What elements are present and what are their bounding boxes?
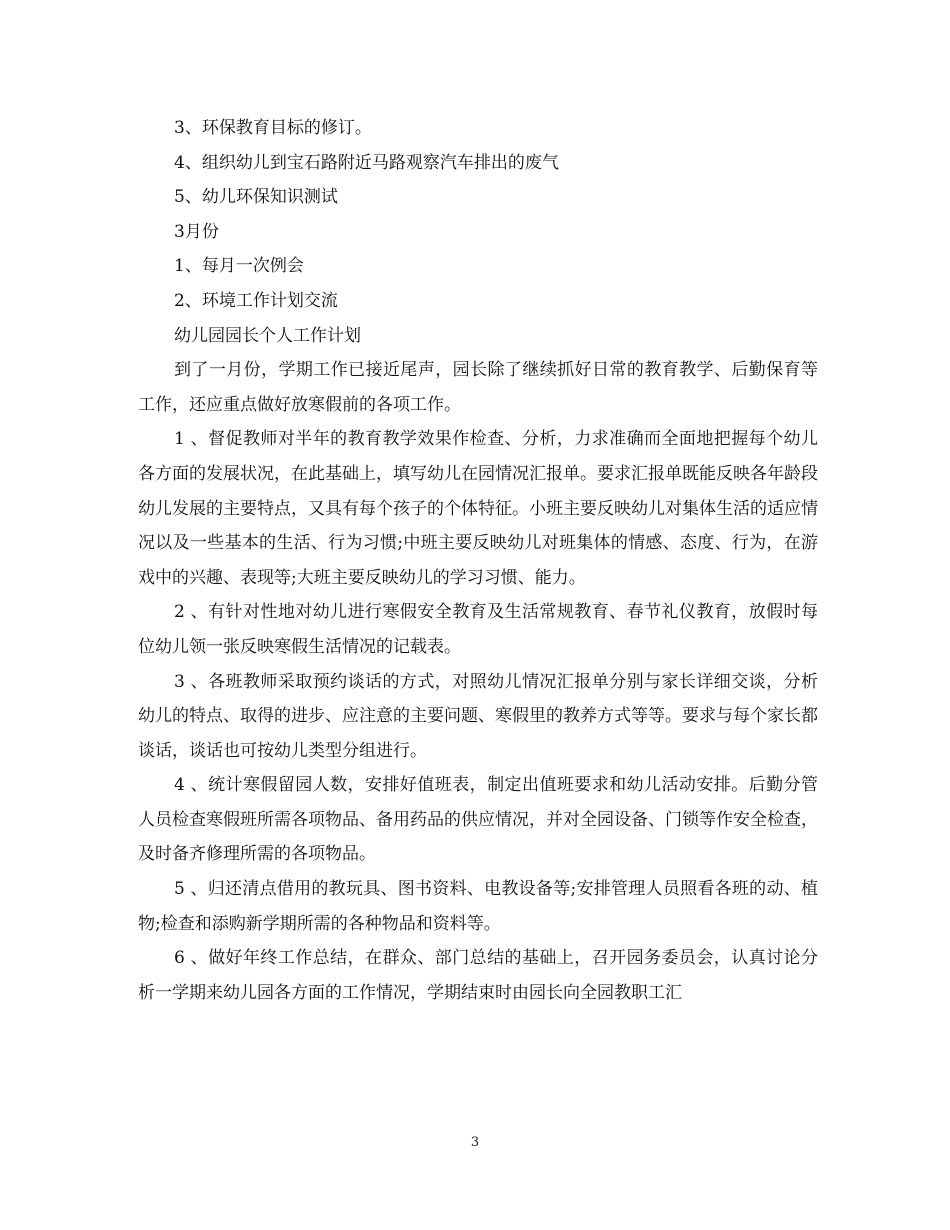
paragraph-item-4: 4 、统计寒假留园人数，安排好值班表，制定出值班要求和幼儿活动安排。后勤分管人员检查寒假班所需各项物品、备用药品的供应情况，并对全园设备、门锁等作安全检查，及时备齐修理所需的各项物品。: [138, 775, 818, 865]
list-item-environmental-goals: 3、环保教育目标的修订。: [174, 118, 372, 138]
paragraph-item-3: 3 、各班教师采取预约谈话的方式，对照幼儿情况汇报单分别与家长详细交谈，分析幼儿的特点、取得的进步、应注意的主要问题、寒假里的教养方式等等。要求与每个家长都谈话，谈话也可按幼儿类型分组进行。: [138, 671, 818, 761]
paragraph-item-6: 6 、做好年终工作总结，在群众、部门总结的基础上，召开园务委员会，认真讨论分析一学期来幼儿园各方面的工作情况，学期结束时由园长向全园教职工汇: [138, 948, 818, 1003]
paragraph-item-1: 1 、督促教师对半年的教育教学效果作检查、分析，力求准确而全面地把握每个幼儿各方面的发展状况，在此基础上，填写幼儿在园情况汇报单。要求汇报单既能反映各年龄段幼儿发展的主要特点，又具有每个孩子的个体特征。小班主要反映幼儿对集体生活的适应情况以及一些基本的生活、行为习惯;中班主要反映幼儿对班集体的情感、态度、行为，在游戏中的兴趣、表现等;大班主要反映幼儿的学习习惯、能力。: [138, 429, 818, 588]
list-item-plan-exchange: 2、环境工作计划交流: [174, 290, 338, 311]
intro-paragraph: 到了一月份，学期工作已接近尾声，园长除了继续抓好日常的教育教学、后勤保育等工作，还应重点做好放寒假前的各项工作。: [138, 360, 818, 415]
paragraph-item-5: 5 、归还清点借用的教玩具、图书资料、电教设备等;安排管理人员照看各班的动、植物;检查和添购新学期所需的各种物品和资料等。: [138, 879, 818, 934]
list-item-knowledge-test: 5、幼儿环保知识测试: [174, 187, 338, 208]
paragraph-item-2: 2 、有针对性地对幼儿进行寒假安全教育及生活常规教育、春节礼仪教育，放假时每位幼儿领一张反映寒假生活情况的记载表。: [138, 602, 818, 657]
section-title: 幼儿园园长个人工作计划: [174, 325, 361, 346]
list-item-observe-exhaust: 4、组织幼儿到宝石路附近马路观察汽车排出的废气: [174, 152, 559, 173]
page-content: [138, 111, 818, 1010]
list-item-monthly-meeting: 1、每月一次例会: [174, 256, 304, 277]
month-heading: 3月份: [174, 221, 219, 242]
page-number: 3: [470, 1135, 480, 1150]
